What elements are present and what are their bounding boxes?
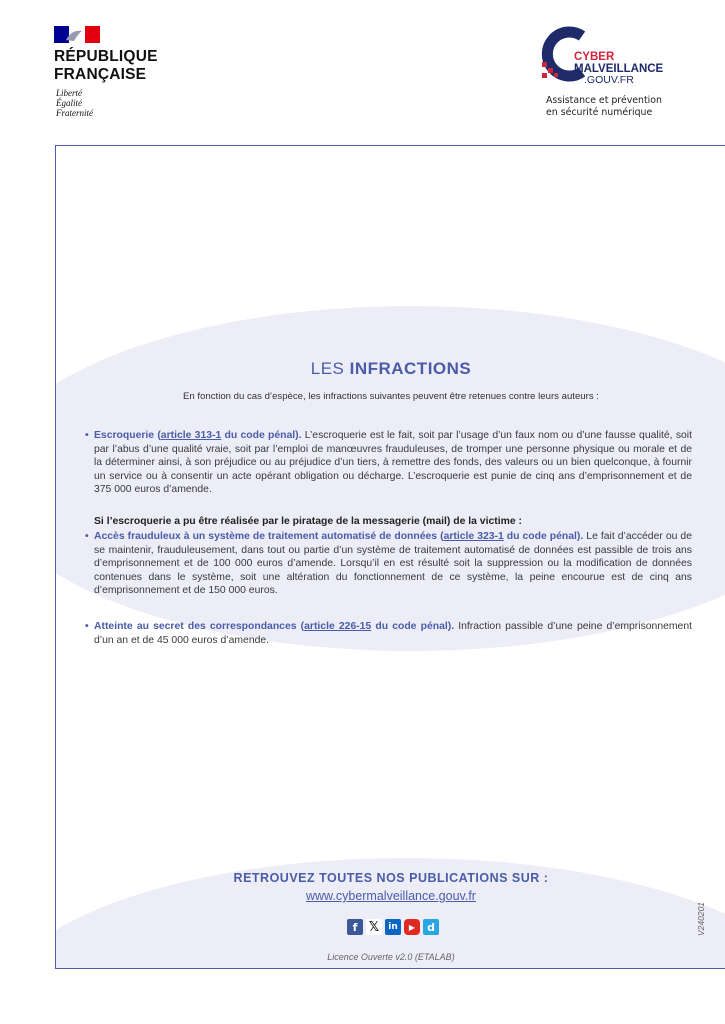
item-ref-open: ( (437, 531, 444, 542)
section-title-bold: INFRACTIONS (349, 359, 472, 378)
motto-egalite: Égalité (56, 98, 82, 108)
tagline-line-2: en sécurité numérique (546, 107, 653, 118)
item-ref-close: du code pénal). (221, 430, 302, 441)
list-item (85, 620, 692, 647)
item-body: Le fait d’accéder ou de se maintenir, frauduleusement, dans tout ou partie d’un système de traitement automatisé de données est passible de trois ans d’emprisonnement et de 100 000 euros d’amende. Lorsqu’il en est résulté soit la suppression ou la modification de données contenues dans le système, soit une altération du fonctionnement de ce système, la peine encourue est de cinq ans d’emprisonnement et de 150 000 euros. (94, 531, 692, 597)
motto-fraternite: Fraternité (56, 108, 93, 118)
section-title (56, 359, 725, 379)
dailymotion-icon[interactable]: d (423, 919, 439, 935)
item-ref-open: ( (154, 430, 161, 441)
item-label: Atteinte au secret des correspondances (94, 621, 297, 632)
cyber-text: CYBER (574, 51, 615, 63)
tagline-line-1: Assistance et prévention (546, 95, 662, 106)
bullet-icon: • (85, 430, 89, 441)
item-body: Infraction passible d’une peine d’emprisonnement d’un an et de 45 000 euros d’amende. (94, 621, 692, 646)
item-label: Escroquerie (94, 430, 155, 441)
item-ref-close: du code pénal). (371, 621, 455, 632)
motto (56, 88, 136, 118)
article-323-1-link[interactable]: article 323-1 (443, 531, 504, 542)
social-links (347, 919, 439, 935)
article-313-1-link[interactable]: article 313-1 (160, 430, 222, 441)
item-body: L’escroquerie est le fait, soit par l’usage d’un faux nom ou d’une fausse qualité, soit par l’abus d’une qualité vraie, soit par l’emploi de manœuvres frauduleuses, de tromper une personne physique ou morale et de la déterminer ainsi, à son préjudice ou au préjudice d’un tiers, à remettre des fonds, des valeurs ou un bien quelconque, à fournir un service ou à consentir un acte opérant obligation ou décharge. L’escroquerie est punie de cinq ans d’emprisonnement et de 375 000 euros d’amende. (94, 430, 692, 496)
list-item (85, 530, 692, 598)
version-label: V240201 (696, 901, 706, 936)
cybermalveillance-logo (538, 26, 688, 118)
item-label: Accès frauduleux à un système de traitement automatisé de données (94, 531, 438, 542)
item-ref-open: ( (296, 621, 305, 632)
gouv-fr-text: .GOUV.FR (584, 74, 634, 86)
licence-text: Licence Ouverte v2.0 (ETALAB) (327, 952, 455, 962)
footer-title: RETROUVEZ TOUTES NOS PUBLICATIONS SUR : (233, 871, 549, 885)
item-ref-close: du code pénal). (503, 531, 584, 542)
linkedin-icon[interactable]: in (385, 919, 401, 935)
bullet-icon: • (85, 531, 89, 542)
republique-line: RÉPUBLIQUE (54, 48, 158, 65)
marianne-flag-icon (54, 26, 100, 43)
section-intro: En fonction du cas d’espèce, les infractions suivantes peuvent être retenues contre leurs auteurs : (183, 391, 599, 402)
motto-liberte: Liberté (56, 88, 82, 98)
content-frame (55, 145, 725, 969)
bullet-icon: • (85, 621, 89, 632)
republique-francaise-title (54, 48, 194, 84)
francaise-line: FRANÇAISE (54, 66, 147, 83)
list-item (85, 429, 692, 497)
x-icon[interactable]: 𝕏 (366, 919, 382, 935)
youtube-icon[interactable]: ▶ (404, 919, 420, 935)
facebook-icon[interactable]: f (347, 919, 363, 935)
article-226-15-link[interactable]: article 226-15 (304, 621, 372, 632)
website-link[interactable]: www.cybermalveillance.gouv.fr (306, 889, 476, 903)
section-title-light: LES (310, 359, 350, 378)
malveillance-text: MALVEILLANCE (574, 63, 664, 75)
subheading: Si l’escroquerie a pu être réalisée par le piratage de la messagerie (mail) de la victime : (94, 516, 522, 527)
tagline (546, 95, 696, 119)
